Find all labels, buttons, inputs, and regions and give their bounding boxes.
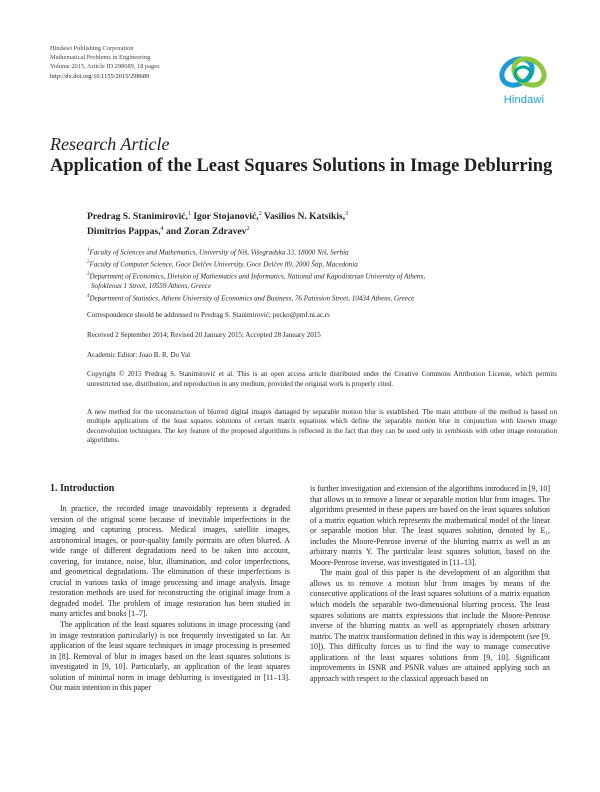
publisher: Hindawi Publishing Corporation	[50, 45, 134, 52]
article-type: Research Article	[50, 134, 170, 154]
author-sup: 2	[246, 226, 250, 233]
affiliation-text: Department of Economics, Division of Mathematics and Informatics, National and Kapodistrian University of Athens,	[89, 272, 426, 281]
affiliation-text: Faculty of Sciences and Mathematics, University of Niš, Višegradska 33, 18000 Niš, Serbia	[89, 248, 349, 257]
affiliation-text: Department of Statistics, Athens University of Economics and Business, 76 Patission Street, 10434 Athens, Greece	[89, 294, 415, 303]
correspondence: Correspondence should be addressed to Predrag S. Stanimirović; pecko@pmf.ni.ac.rs	[87, 311, 330, 319]
section-heading: 1. Introduction	[50, 483, 115, 494]
author-sup: 1	[187, 211, 191, 217]
right-column	[310, 484, 550, 684]
affiliation	[87, 292, 557, 304]
left-column	[50, 504, 290, 694]
journal-name: Mathematical Problems in Engineering	[50, 54, 151, 62]
author-sup: 2	[258, 211, 262, 217]
affiliation-continuation: Sofokleous 1 Street, 10559 Athens, Greece	[91, 282, 212, 291]
author: Igor Stojanović,	[193, 211, 259, 223]
paragraph: The main goal of this paper is the development of an algorithm that allows us to remove a motion blur from images by means of the consecutive applications of the least squares solutions of a matrix equation which models the separable two-dimensional blurring process. The least squares solutions are matrix expressions that include the Moore-Penrose inverse of the blurring matrix as well as appropriately chosen arbitrary matrix. The matrix transformation defined in this way is idempotent (see [9, 10]). This difficulty forces us to find the way to manage consecutive applications of the least squares solutions from [9, 10]. Significant improvements in ISNR and PSNR values are attained applying such an approach with respect to the classical approach based on	[310, 568, 550, 683]
paragraph: In practice, the recorded image unavoidably represents a degraded version of the original scene because of inevitable imperfections in the imaging and capturing process. Medical images, satellite images, astronomical images, or poor-quality family portraits are often blurred. A wide range of different degradations need to be taken into account, covering, for instance, noise, blur, illumination, and color imperfections, and geometrical degradations. The elimination of these imperfections is crucial in various tasks of image processing and image analysis. Image restoration methods are used for reconstructing the original image from a degraded model. The problem of image restoration has been studied in many articles and books [1–7].	[50, 504, 290, 619]
affiliation-sup: 2	[87, 260, 90, 266]
affiliation-text: Faculty of Computer Science, Goce Delčev University, Goce Delčev 89, 2000 Štip, Macedonia	[89, 260, 358, 269]
author: Predrag S. Stanimirović,	[87, 211, 188, 223]
hindawi-logo-text: Hindawi	[503, 94, 545, 106]
affiliation	[87, 258, 557, 270]
copyright: Copyright © 2015 Predrag S. Stanimirović et al. This is an open access article distributed under the Creative Commons Attribution License, which permits unrestricted use, distribution, and reproduction in any medium, provided the original work is properly cited.	[87, 370, 557, 388]
author: Vasilios N. Katsikis,	[263, 211, 346, 223]
paragraph: The application of the least squares solutions in image processing (and in image restoration particularly) is not frequently investigated so far. An application of the least square techniques in image processing is presented in [8]. Removal of blur in images based on the least squares solutions is investigated in [9, 10]. Particularly, an application of the least squares solution of minimal norm in image deblurring is investigated in [11–13]. Our main intention in this paper	[50, 620, 290, 693]
affiliations	[87, 246, 557, 304]
affiliation-sup: 3	[87, 272, 90, 278]
academic-editor: Academic Editor: Joao B. R. Do Val	[87, 351, 191, 359]
journal-info	[50, 44, 160, 81]
author: Dimitrios Pappas,	[87, 226, 161, 238]
affiliation	[87, 246, 557, 258]
author-sup: 4	[160, 226, 164, 233]
doi-link[interactable]: http://dx.doi.org/10.1155/2015/298689	[50, 72, 150, 80]
paper-title: Application of the Least Squares Solutions in Image Deblurring	[50, 156, 553, 176]
author: and Zoran Zdravev	[165, 226, 247, 238]
affiliation-sup: 4	[87, 294, 90, 300]
paragraph: is further investigation and extension of the algorithms introduced in [9, 10] that allows us to remove a linear or separable motion blur from images. The algorithms presented in these papers are based on the least squares solution of a matrix equation which represents the mathematical model of the linear or separable motion blur. The least squares solution, denoted by E₁, includes the Moore-Penrose inverse of the blurring matrix as well as an arbitrary matrix Y. The particular least squares solution, based on the Moore-Penrose inverse, was investigated in [11–13].	[310, 484, 550, 567]
volume-line: Volume 2015, Article ID 298689, 18 pages	[50, 63, 160, 71]
affiliation-sup: 1	[87, 248, 90, 253]
abstract: A new method for the reconstruction of blurred digital images damaged by separable motion blur is established. The main attribute of the method is based on multiple applications of the least squares solutions of certain matrix equations which define the separable motion blur in conjunction with known image deconvolution techniques. The key feature of the proposed algorithms is reflected in the fact that they can be used only in symbiosis with other image restoration algorithms.	[87, 408, 557, 445]
author-list	[87, 208, 557, 238]
affiliation	[87, 270, 557, 282]
author-sup: 3	[345, 211, 349, 217]
received-dates: Received 2 September 2014; Revised 20 January 2015; Accepted 28 January 2015	[87, 331, 321, 339]
